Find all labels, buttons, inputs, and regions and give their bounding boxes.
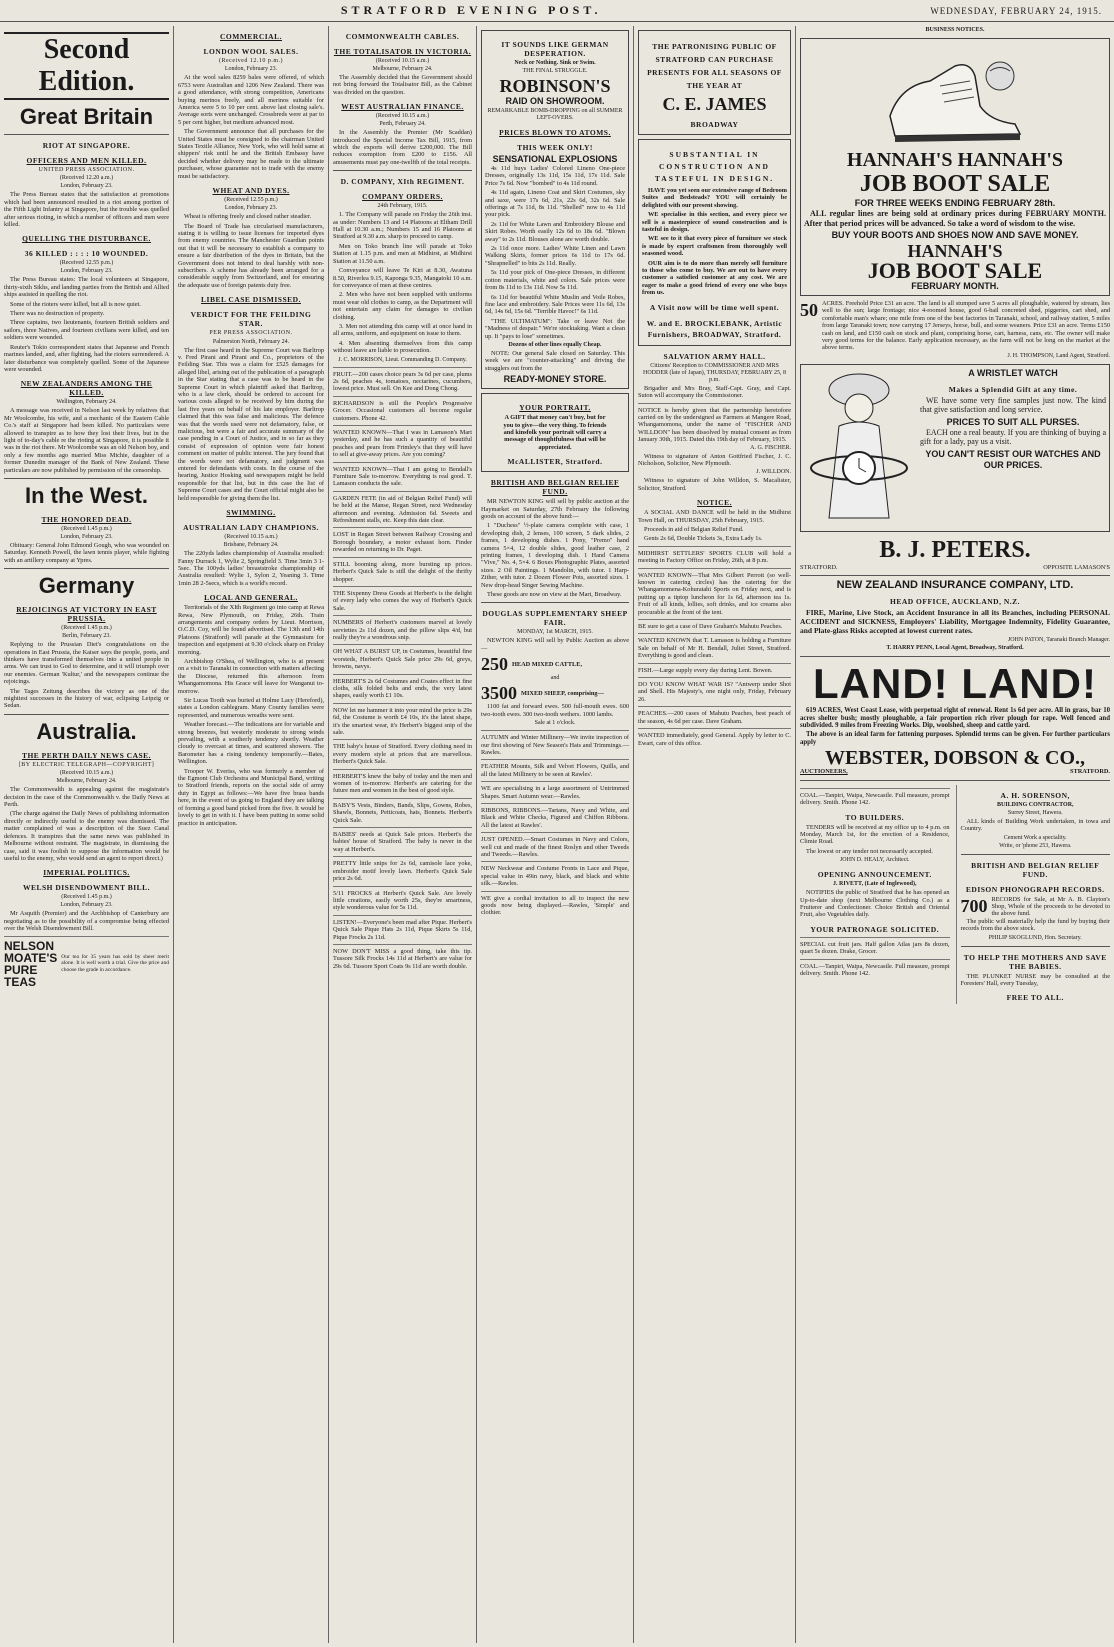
watch-text: EACH one a real beauty. If you are thinking of buying a gift for a lady, pay us a visit. (920, 427, 1106, 447)
brocklebank-text: OUR aim is to do more than merely sell furniture to those who come to buy. We are out to have every customer a satisfied customer at any cost. We are eager to make a good friend of every one who buys from us. (642, 259, 787, 297)
notice-text: A SOCIAL AND DANCE will be held in the Midhirst Town Hall, on THURSDAY, 25th February, 1915. (638, 509, 791, 524)
james-location: BROADWAY (690, 120, 739, 129)
section-australia: Australia. (36, 718, 137, 744)
sorenson-text: ALL kinds of Building Work undertaken, in towa and Country. (960, 817, 1110, 833)
classified-ad: FISH.—Large supply every day during Lent. Bowen. (638, 663, 791, 674)
headline-imperial: IMPERIAL POLITICS. (43, 868, 130, 878)
dateline: London, February 23. (224, 205, 278, 212)
dateline: Palmerston North, February 24. (212, 338, 290, 345)
article-paragraph: Reuter's Tokio correspondent states that Japanese and French marines landed, and, after fighting, had the rioters surrendered. A later disturbance was completely quelled. Some of the Japanese were wounded. (4, 343, 169, 373)
sorenson-name: A. H. SORENSON, (1000, 790, 1070, 800)
section-great-britain: Great Britain (19, 104, 154, 129)
robinsons-raid: RAID ON SHOWROOM. (505, 96, 605, 106)
ready-money-store: READY-MONEY STORE. (503, 374, 607, 385)
article-paragraph: The Board of Trade has circularised manufacturers, stating it is willing to issue licenses for imported dyes from enemy countries. The Manchester Guardian points out that it will be necessary to establish a company to ensure a fair distribution of the dyes in Britain, but the Government does not intend to deal harshly with non-subscribers. A scheme has already been arranged for a considerable supply from Switzerland, and for ensuring the adequate use of foreign patents duty free. (178, 222, 324, 289)
farm-acres: 50 (800, 300, 818, 320)
hannahs-title: HANNAH'S HANNAH'S (846, 149, 1064, 171)
james-name: C. E. JAMES (662, 94, 767, 114)
webster-footer (800, 768, 1110, 775)
received-time: (Received 12.20 a.m.) (59, 175, 114, 182)
divider (4, 568, 169, 569)
column-4 (477, 26, 633, 1643)
nz-insurance-text: FIRE, Marine, Live Stock, an Accident Insurance in all its Branches, including PERSONAL ACCIDENT and SICKNESS, Employers' Liability, Mortgagee Indemnity, Fidelity Guarantee, and Plate-glass Risks accepted at lowest current rates. (800, 608, 1110, 636)
bottom-section (800, 785, 1110, 1005)
classified-ad: WANTED KNOWN—That Mrs Gilbert Perrott (so well-known in catering circles) has the catering for the Whangamomena-Kohuratahi Sports on Friday next, and is putting up a tiptop luncheon for 1s 6d, afternoon tea 1s. Fruit of all kinds, lollies, soft drinks, and ice creams also procurable at the front of the tent. (638, 568, 791, 616)
brocklebank-text: HAVE you yet seen our extensive range of Bedroom Suites and Bedsteads? YOU will certainly be delighted with our present showing. (642, 187, 787, 209)
headline-opening: OPENING ANNOUNCEMENT. (817, 870, 932, 880)
robinsons-dozens: Dozens of other lines equally Cheap. (508, 341, 602, 348)
headline-notice: NOTICE. (697, 498, 732, 508)
brocklebank-ad (638, 139, 791, 346)
portrait-ad (481, 393, 629, 472)
job-boot-sale: JOB BOOT SALE (859, 171, 1051, 197)
classified-ad: NEW Neckwear and Costume Fronts in Lace and Pique, special value in 49in navy, black, and black and white silk.—Rawles. (481, 861, 629, 887)
auction-items: 1 "Duchess" ½-plate camera complete with case, 1 developing dish, 2 lenses, 100 screen, 5 dark slides, 2 frames, 1 developing dishes. 1 Pony, "Premo" hand camera 5×4, 12 double slides, good leather case, 2 printing frames, 1 developing dish. 1 Hand Camera "Vive," No. 4, 5×4. 6 Boxes Photographic Plates, assorted sizes. 2 Oil Paintings. 1 Mandolin, with tutor. 1 Harp-Zither, with tutor. 2 Dozen Flower Pots, assorted sizes. 1 New drop-head Singer Sewing Machine. (481, 522, 629, 589)
article-paragraph: (The charge against the Daily News of publishing information directly or indirectly useful to the enemy was dismissed. The matter complained of was a description of the Suez Canal defences. It transpires that the same news was published in Melbourne without restraint. The magistrate, in dismissing the case, said it was foolish to suppose the information would be useful to the enemy, who would send an agent to report direct.) (4, 810, 169, 862)
divider (800, 656, 1110, 657)
robinsons-item: 6s 11d for beautiful White Muslin and Voile Robes, fine lace and embroidery. Sale Prices were 11s 6d, 13s 6d, 14s 6d, 15s 6d. "Terrible Havoc!" 6s 11d. (485, 293, 625, 316)
robinsons-struggle: THE FINAL STRUGGLE. (522, 68, 588, 74)
sorenson-text: Cement Work a speciality. (1003, 834, 1067, 841)
received-time: (Received 1.45 p.m.) (61, 625, 112, 632)
signature: J. WILLDON. (756, 469, 791, 476)
classified-ad: BE sure to get a case of Dave Graham's Mahutu Peaches. (638, 619, 791, 630)
classified-ad: THE baby's house of Stratford. Every clothing need in every modern style at prices that are marvellous. Herbert's Quick Sale. (333, 739, 472, 765)
classified-ad: DO YOU KNOW WHAT WAR IS? "Antwerp under Shot and Shell. His Majesty's, one night only, Friday, February 26. (638, 677, 791, 703)
headline-relief-fund: BRITISH AND BELGIAN RELIEF FUND. (490, 478, 620, 497)
article-paragraph: The Press Bureau states: The local volunteers at Singapore, thirty-sixth Sikhs, and landing parties from the British and Allied ships assisted in quelling the riot. (4, 276, 169, 299)
classified-ad: STILL booming along, more bursting up prices. Herbert's Quick Sale is still the delight of the thrifty shopper. (333, 557, 472, 583)
classified-ad: BABIES' needs at Quick Sale prices. Herbert's the babies' house of Stratford. The baby is never in the way at Herbert's. (333, 827, 472, 853)
classified-ad: COAL.—Tanpiri, Waipa, Newcastle. Full measure, prompt delivery. Smith. Phone 142. (800, 788, 950, 807)
records-ad (961, 896, 1111, 918)
land-headline: LAND! LAND! (813, 660, 1097, 708)
classified-ad: NOW let me hammer it into your mind the price is 29s 6d, the Costume is worth £4 10s, it's the latest shape, it's the smartest wear, it's Herbert's biggest snip of the sale. (333, 703, 472, 737)
february-month: FEBRUARY MONTH. (911, 281, 999, 291)
headline-sheep-fair: DOUGLAS SUPPLEMENTARY SHEEP FAIR. (482, 609, 628, 628)
nz-insurance-title: NEW ZEALAND INSURANCE COMPANY, LTD. (836, 579, 1074, 592)
headline-honored-dead: THE HONORED DEAD. (41, 514, 132, 524)
article-paragraph: The 220yds ladies championship of Australia resulted: Fanny Durrack 1, Wylie 2, Springfield 3. Time 3min 3 1-5sec. The 100yds ladies' breaststroke championship of Australia resulted: Wylie 1, Sylon 2, Yeaning 3. Time 1min 28 2-5secs, which is a world's record. (178, 550, 324, 587)
column-5 (634, 26, 795, 1643)
insurance-manager: JOHN PATON, Taranaki Branch Manager. (1007, 637, 1110, 644)
second-edition-banner: Second Edition. (4, 32, 169, 100)
secretary: PHILIP SKOGLUND, Hon. Secretary. (988, 934, 1082, 941)
article-paragraph: The Government announce that all purchases for the United States must be consigned to the chairman United States Textile Alliance, New York, who will hold same at shippers' risk until he and the British Embassy have decided whether delivery may be made to the ultimate purchaser, whose guarantee not to trade with the enemy must be satisfactory. (178, 128, 324, 180)
sheep-fair-intro: NEWTON KING will sell by Public Auction as above— (481, 637, 629, 652)
watch-prices: PRICES TO SUIT ALL PURSES. (946, 416, 1080, 427)
headline-riot: RIOT AT SINGAPORE. (42, 141, 131, 150)
sorenson-address: Surrey Street, Hawera. (1007, 809, 1063, 816)
builders-text: The lowest or any tender not necessarily accepted. (806, 847, 933, 855)
rivett-name: J. RIVETT, (Late of Inglewood), (833, 881, 917, 888)
hannahs-text: ALL regular lines are being sold at ordinary prices during FEBRUARY MONTH. After that period prices will be advanced. So take a word of wisdom to the wise. (804, 209, 1106, 228)
classified-ad: HERBERT'S knew the baby of today and the men and women of to-morrow. Herbert's are catering for the future men and women in the best of good style. (333, 769, 472, 795)
order-signature: J. C. MORRISON, Lieut. Commanding D. Company. (338, 356, 467, 363)
peters-location: OPPOSITE LAMASON'S (1043, 563, 1110, 571)
article-paragraph: The first case heard in the Supreme Court was Barltrop v. Fred Pirani and Pirani and Co., proprietors of the Feilding Star. This was a claim for £525 damages for alleged libel, arising out of the publication of a paragraph in the Star stating that a case was to be heard in the Supreme Court in which plaintiff asked that Barltrop, who is a law clerk, should be ordered to account for various costs alleged to be received by him during the last five years on behalf of his late employer. Barltrop claimed that this was false and malicious. The defence was that the words used were not defamatory, false, or malicious, but were a fair and accurate summary of the case pending in a Court of Justice, and in so far as they consist of expression of opinion were fair honest comment on matter of public interest. The jury found that the words were not defamatory, and judgment was entered for defendants with costs. In the course of the hearing, Justice Hosking said newspapers might be held responsible for that list, but in this case the list of Supreme Court cases and the Court official might also be held responsible for giving them the list. (178, 346, 324, 502)
headline-cables: COMMONWEALTH CABLES. (345, 32, 460, 41)
robinsons-item: 4s 11d again, Lineno Coat and Skirt Costumes, sky and saxe, were 17s 6d, 21s, 22s 6d, 32s 6d. Sale offerings at 7s 11d, 8s 11d. "Shelled" now to 4s 11d your pick. (485, 189, 625, 219)
classified-ad: MIDHIRST SETTLERS' SPORTS CLUB will hold a meeting in Factory Office on Friday, 26th, at 8 p.m. (638, 546, 791, 565)
nelson-text: Our tea for 35 years has sold by sheer merit alone. It is well worth a trial. Give the price and choose the grade in accordance. (61, 953, 169, 973)
robinsons-bomb: REMARKABLE BOMB-DROPPING on all SUMMER LEFT-OVERS. (487, 108, 623, 121)
classified-ad: WE are specialising in a large assortment of Untrimmed Shapes. Smart Autumn wear.—Rawles. (481, 781, 629, 800)
divider (4, 714, 169, 715)
classified-ad: THE Sixpenny Dress Goods at Herbert's is the delight of every lady who comes the way of Herbert's Quick Sale. (333, 586, 472, 612)
divider (481, 602, 629, 603)
order-item: Men on Toko branch line will parade at Toko Station at 1.15 p.m. and men at Midhirst, at Midhirst Station at 11.50 a.m. (333, 242, 472, 265)
nelson-brand: NELSON MOATE'S PURE TEAS (4, 938, 58, 989)
architect: JOHN D. HEALY, Architect. (839, 857, 910, 864)
headline-rejoicings: REJOICINGS AT VICTORY IN EAST PRUSSIA. (16, 605, 157, 624)
article-paragraph: Mr Asquith (Premier) and the Archbishop of Canterbury are negotiating as to the possibility of a compromise being effected over the Welsh Disendowment Bill. (4, 910, 169, 933)
column-6 (796, 26, 1114, 1643)
brocklebank-text: WE specialise in this section, and every piece we sell is a masterpiece of sound construction and is tasteful in design. (642, 211, 787, 234)
peters-name: B. J. PETERS. (879, 536, 1031, 563)
order-item: 2. Men who have not been supplied with uniforms must wear old clothes to camp, as the Department will not entertain any claim for damages to civilian clothing. (333, 291, 472, 321)
article-paragraph: A message was received in Nelson last week by relatives that Mr Woolcombe, his wife, and a mechanic of the Eastern Cable Co.'s staff at Singapore had been killed. No particulars were allowed to transpire as to how they lost their lives, but in the light of to-day's cable re the rioting at Singapore, it is possible it was in the riot there. Mr Woolcombe was an old Nelson boy, and only a few months ago married Miss Michie, daughter of a former Dunedin manager of the Bank of New Zealand. These particulars are now published by permission of the censorship. (4, 407, 169, 474)
buy-now: BUY YOUR BOOTS AND SHOES NOW AND SAVE MONEY. (831, 230, 1079, 240)
robinsons-tagline: IT SOUNDS LIKE GERMAN DESPERATION. (501, 40, 609, 58)
article-paragraph: Some of the rioters were killed, but all is now quiet. (10, 300, 141, 308)
article-paragraph: At the wool sales 8259 bales were offered, of which 6753 were Australian and 1206 New Zealand. There was a good attendance, with strong competition, Americans buying merinos freely, and all merinos suitable for America were 5 to 10 per cent. above last closing sale's. Average sorts were unchanged. Crossbreds were at par to 5 per cent higher, but medium advanced most. (178, 74, 324, 126)
headline-casualties: 36 KILLED : : : : 10 WOUNDED. (24, 249, 149, 259)
classified-ad: AUTUMN and Winter Millinery—We invite inspection of our first showing of New Season's Hats and Trimmings.—Rawles. (481, 730, 629, 756)
classified-ad: WE give a cordial invitation to all to inspect the new goods now being displayed.—Rawles, 'Simple' and clothier. (481, 891, 629, 917)
issue-date: WEDNESDAY, FEBRUARY 24, 1915. (930, 5, 1102, 16)
classified-ad: HERBERT'S 2s 6d Costumes and Coates effect in fine cloths, silk folded belts and ends, the very latest shapes, easily worth £1 10s. (333, 674, 472, 700)
classified-ad: NOW DON'T MISS a good thing, take this tip. Tussore Silk Frocks 14s 11d at Herbert's are value for 29s 6d. Tussore Sport Coats 9s 11d are worth double. (333, 944, 472, 970)
received-time: (Received 12.10 p.m.) (219, 58, 283, 64)
copyright-line: [BY ELECTRIC TELEGRAPH—COPYRIGHT] (18, 761, 155, 768)
dateline: 24th February, 1915. (377, 203, 428, 210)
classified-ad: WANTED KNOWN that T. Lamason is holding a Furniture Sale on behalf of Mr H. Bendall, Juliet Street, Stratford. Everything is good and clean. (638, 633, 791, 659)
classified-ad: WANTED KNOWN—That I was in Lamason's Mart yesterday, and he has such a quantity of beautiful peaches and pears from Frimley's that they will have to sell at give-away prices. Are you coming? (333, 425, 472, 459)
brocklebank-visit: A Visit now will be time well spent. (649, 302, 780, 312)
portrait-text: A GIFT that money can't buy, but for you to give—the very thing. To friends and kinsfolk your portrait will carry a message of thoughtfulness that will be appreciated. (503, 414, 607, 451)
dateline: London, February 23. (60, 183, 113, 190)
webster-dobson: WEBSTER, DOBSON & CO., (824, 747, 1086, 770)
column-3 (329, 26, 476, 1643)
records-count: 700 (960, 895, 988, 916)
witness-text: Witness to signature of Anton Gottfried Fischer, J. C. Nicholson, Solicitor, New Plymouth. (638, 452, 791, 467)
patronage: YOUR PATRONAGE SOLICITED. (810, 924, 940, 934)
edison-heading: EDISON PHONOGRAPH RECORDS. (965, 884, 1105, 894)
headline-libel: LIBEL CASE DISMISSED. (201, 295, 301, 305)
agency-credit: UNITED PRESS ASSOCIATION. (38, 167, 135, 173)
classified-ad: LISTEN!—Everyone's been mad after Pique. Herbert's Quick Sale Pique Hats 2s 11d, Pique Skirts 5s 11d, Pique Frocks 2s 11d. (333, 915, 472, 941)
robinsons-item: 2s 11d once more. Ladies' White Linen and Lawn Walking Skirts, former prices 6s 11d to 17s 6d. "Shrapnelled" to bits 2s 11d. Really. (485, 245, 625, 267)
headline-builders: TO BUILDERS. (845, 812, 905, 822)
notice-text: Proceeds in aid of Belgian Relief Fund. (644, 525, 744, 533)
builders-text: TENDERS will be received at my office up to 4 p.m. on Monday, March 1st, for the erection of a Residence, Climie Road. (800, 823, 950, 846)
classified-ad: LOST in Regan Street between Railway Crossing and Borough boundary, a motor exhaust horn. Finder rewarded on returning to Dr. Paget. (333, 527, 472, 553)
order-item: Conveyance will leave Te Kiri at 8.30, Awatuna 8.50, Riverlea 9.15, Kaponga 9.35, Mangatoki 10 a.m. for conveyance of men at these centres. (333, 267, 472, 289)
headline-swimming: SWIMMING. (226, 508, 276, 518)
lady-watch-illustration-icon (804, 368, 914, 528)
dateline: London, February 23. (60, 533, 113, 540)
article-paragraph: The Commonwealth is appealing against the magistrate's decision in the case of the Commonwealth v. the Daily News at Perth. (4, 786, 169, 809)
dateline: Perth, February 24. (379, 121, 426, 128)
robinsons-item: 5s 11d your pick of One-piece Dresses, in different cotton materials, white and colors. Sale prices were from 8s 11d to 13s 11d. Now 5s 11d. (485, 269, 625, 292)
dateline: London, February 23. (224, 66, 278, 73)
headline-orders: COMPANY ORDERS. (362, 192, 443, 202)
received-time: (Received 10.15 a.m.) (375, 58, 430, 64)
classified-ad: OH WHAT A BURST UP, in Costumes, beautiful fine worsteds, Herbert's Quick Sale price 29s 6d, greys, browns, navys. (333, 644, 472, 670)
watch-copy (920, 368, 1106, 528)
classified-ad: RICHARDSON is still the People's Progressive Grocer. Occasional customers all become regular customers. Phone 42. (333, 396, 472, 422)
robinsons-name: ROBINSON'S (499, 76, 611, 96)
robinsons-prices: PRICES BLOWN TO ATOMS. (499, 128, 611, 137)
headline-wheat: WHEAT AND DYES. (212, 186, 290, 196)
received-time: (Received 12.55 p.m.) (224, 197, 278, 204)
robinsons-item: 2s 11d for White Lawn and Embroidery Blouse and Skirt Robes. Worth easily 12s 6d to 18s 6d. "Blown away" to 2s 11d. Blouses alone are worth double. (485, 220, 625, 243)
classified-ad: FRUIT.—200 cases choice pears 3s 6d per case, plums 2s 6d, peaches 4s, tomatoes, nectarines, cucumbers, lowest price. Must sell. On Kee and Dong Chong. (333, 367, 472, 393)
land-text: The above is an ideal farm for fattening purposes. Splendid terms can be given. For further particulars apply (800, 731, 1110, 746)
article-paragraph: The Tages Zeitung describes the victory as one of the mightiest successes in the history of war, eclipsing Leipzig or Sedan. (4, 687, 169, 710)
auction-paragraph: These goods are now on view at the Mart, Broadway. (487, 591, 622, 599)
robinsons-ad (481, 30, 629, 389)
divider (961, 854, 1111, 855)
classified-ad: WANTED KNOWN—That I am going to Bendall's Furniture Sale to-morrow. Everything is real good. T. Lamason conducts the sale. (333, 462, 472, 488)
classified-ad: JUST OPENED.—Smart Costumes in Navy and Colors, well cut and made of the finest Roslyn and other Tweeds and Tweeds.—Rawles. (481, 832, 629, 858)
headline-commercial: COMMERCIAL. (220, 32, 282, 41)
auction-paragraph: MR NEWTON KING will sell by public auction at the Haymarket on Saturday, 27th February the following goods on account of the above fund:— (481, 498, 629, 520)
watch-resist: YOU CAN'T RESIST OUR WATCHES AND OUR PRICES. (925, 448, 1101, 470)
divider (4, 134, 169, 135)
robinsons-explosions: SENSATIONAL EXPLOSIONS (492, 154, 618, 164)
signature: A. G. FISCHER. (750, 444, 791, 451)
headline-verdict: VERDICT FOR THE FEILDING STAR. (190, 310, 312, 329)
divider (800, 575, 1110, 576)
article-paragraph: Three captains, two lieutenants, fourteen British soldiers and sailors, three Natives, and fourteen civilians were killed, and ten soldiers were wounded. (4, 319, 169, 342)
headline-killed: OFFICERS AND MEN KILLED. (26, 156, 147, 165)
agency-credit: PER PRESS ASSOCIATION. (209, 330, 293, 337)
order-item: 4. Men absenting themselves from this camp without leave are liable to prosecution. (333, 339, 472, 355)
plunket-text: THE PLUNKET NURSE may be consulted at the Foresters' Hall, every Tuesday, (960, 972, 1110, 987)
business-notices-heading: BUSINESS NOTICES. (925, 27, 985, 33)
classified-ad: WANTED immediately, good General. Apply by letter to C. Ewart, care of this office. (638, 728, 791, 747)
headline-d-company: D. COMPANY, XIth REGIMENT. (340, 177, 465, 187)
order-item: 3. Men not attending this camp will at once hand in all arms, uniform, and equipment on issue to them. (333, 322, 472, 338)
nz-insurance-office: HEAD OFFICE, AUCKLAND, N.Z. (890, 597, 1020, 607)
section-in-the-west: In the West. (24, 482, 149, 508)
article-paragraph: In the Assembly the Premier (Mr Scaddan) introduced the Special Income Tax Bill, 1915, from which the exports will derive £200,000. The Bill reduces exemption from £200 to £156. All amusements must pay one-twelfth of the total receipts. (333, 129, 472, 166)
portrait-signature: McALLISTER, Stratford. (507, 457, 603, 467)
sheep-line (481, 683, 629, 703)
received-time: (Received 1.45 p.m.) (61, 894, 112, 901)
cattle-line (481, 654, 629, 674)
sale-time: Sale at 1 o'clock. (534, 720, 576, 727)
article-paragraph: Replying to the Prussian Diet's congratulations on the operations in East Prussia, the Kaiser says the people, poets, and thinkers have transformed themselves into a united people in arms. We can trust to God to determine, and it will triumph over our enemies. German 'Kultur,' and the newspapers continue the rejoicings. (4, 641, 169, 686)
james-intro: THE PATRONISING PUBLIC OF STRATFORD CAN PURCHASE PRESENTS FOR ALL SEASONS OF THE YEAR AT (647, 42, 782, 90)
brocklebank-slogan: SUBSTANTIAL IN CONSTRUCTION AND TASTEFUL IN DESIGN. (654, 150, 775, 183)
divider (961, 946, 1111, 947)
dateline: Melbourne, February 24. (372, 66, 433, 72)
received-time: (Received 12.55 p.m.) (59, 260, 114, 267)
article-paragraph: Territorials of the XIth Regiment go into camp at Rewa Rewa, New Plymouth, on Friday, 26th. Train arrangements and company orders by Lieut. Morrison, O.C.D. Coy, will be found advertised. The 13th and 14th Platoons (Stratford) will parade at the Gymnasium for inspection and equipment at 9.30 o'clock sharp on Friday morning. (178, 604, 324, 656)
headline-perth: THE PERTH DAILY NEWS CASE. (21, 750, 152, 760)
sorenson-text: Write, or 'phone 253, Hawera. (999, 842, 1072, 849)
newspaper-title: STRATFORD EVENING POST. (340, 3, 602, 17)
robinsons-motto: Neck or Nothing. Sink or Swim. (514, 60, 596, 66)
article-paragraph: Archbishop O'Shea, of Wellington, who is at present on a visit to Taranaki in connection with matters affecting the Diocese, returned this afternoon from Whangamomona. His Grace will leave for Wanganui to-morrow. (178, 657, 324, 695)
article-paragraph: Weather forecast.—The indications are for variable and strong breezes, but westerly moderate to strong winds prevailing, with a southerly tendency shortly. Weather cloudy to overcast at times, and scattered showers. The Barometer has a rising tendency temporarily.—Bates, Wellington. (178, 721, 324, 766)
received-time: (Received 10.15 a.m.) (59, 770, 114, 777)
brocklebank-text: WE see to it that every piece of furniture we stock is made by expert craftsmen from thoroughly well seasoned wood. (642, 235, 787, 258)
three-weeks: FOR THREE WEEKS ENDING FEBRUARY 28th. (854, 198, 1056, 208)
cattle-count: 250 (481, 654, 508, 675)
masthead (0, 0, 1114, 22)
bottom-right (956, 785, 1111, 1005)
robinsons-item: "THE ULTIMATUM": Take or leave Not the "Madness of despair." We're stocktaking. Want a clean up. It "pays to lose" sometimes. (485, 317, 625, 340)
records-text: RECORDS for Sale, at Mr A. B. Clayton's Shop, Whole of the proceeds to be devoted to the above fund. (991, 895, 1110, 918)
headline-nz-killed: NEW ZEALANDERS AMONG THE KILLED. (20, 379, 153, 398)
farm-text: ACRES. Freehold Price £31 an acre. The land is all stumped save 5 acres all ploughable, watered by stream, lies well to the sun; large frontage; nice 4-roomed house, good 6-bail concreted shed, piggeries, cart shed, and comfortable man's whare; one mile from one of the best factories in Taranaki, school, and railway station, 5 miles from large Taranaki town; now carrying 17 Jerseys, horse, bull, and some weaners. Price £31 an acre. Terms £150 cash on land, and £150 cash on stock and plant, comprising horse, cart, harness, cans, etc. The owner will make very good terms for the balance. Early application necessary, as the farm will not be long on the market at the above terms. (822, 300, 1110, 352)
watch-title: A WRISTLET WATCH (968, 367, 1058, 378)
classified-ad: GARDEN FETE (in aid of Belgian Relief Fund) will be held at the Manse, Regan Street, next Wednesday afternoon and evening. Admission 6d. Sweets and Refreshment stalls, etc. Keep this date clear. (333, 491, 472, 525)
article-paragraph: Trooper W. Everiss, who was formerly a member of the Egmont Club Orchestra and Municipal Band, writing to Stratford friends, reports on the social side of army duty in Egypt as follows:—We have five brass bands here, in the event of us going to England they are talking of forming a good band picked from the five. It would be lovely to get in with it. I have been putting in some solid practice in anticipation. (178, 767, 324, 827)
headline-lady-champions: AUSTRALIAN LADY CHAMPIONS. (183, 523, 319, 533)
partnership-notice: NOTICE is hereby given that the partnership heretofore carried on by the undersigned as Farmers at Mangere Road, Whangamomona, under the name of "FISCHER AND WILLDON" has been dissolved by mutual consent as from January 30th, 1915. Dated this 19th day of February, 1915. (638, 403, 791, 444)
order-item: 1. The Company will parade on Friday the 26th inst. as under: Numbers 13 and 14 Platoons at Eltham Drill Hall at 10.30 a.m.; Numbers 15 and 16 Platoons at Stratford at 9.30 a.m. sharp to proceed to camp. (333, 211, 472, 241)
job-boot-sale-2: JOB BOOT SALE (867, 258, 1043, 283)
relief-fund-heading: BRITISH AND BELGIAN RELIEF FUND. (971, 860, 1100, 879)
section-germany: Germany (38, 573, 135, 599)
article-paragraph: The Assembly decided that the Government should not bring forward the Totalisator Bill, as the Cabinet was divided on the question. (333, 74, 472, 96)
boot-illustration-icon (880, 46, 1030, 146)
brocklebank-signature: W. and E. BROCKLEBANK, Artistic Furnishers, BROADWAY, Stratford. (646, 318, 783, 339)
webster-town: STRATFORD. (1070, 768, 1110, 776)
article-paragraph: Obituary: General John Edmond Gough, who was wounded on Saturday. Kenneth Powell, the lawn tennis player, while fighting with an artillery company at Ypres. (4, 541, 169, 564)
opening-text: NOTIFIES the public of Stratford that he has opened an Up-to-date shop (next Melbourne Clothing Co.) as a Fruiterer and Confectioner. Choice British and Oriental Fruit, also Vegetables daily. (800, 889, 950, 919)
dateline: London, February 23. (60, 902, 113, 909)
dateline: Berlin, February 23. (62, 633, 111, 640)
classified-ad: COAL.—Tanpiri, Waipa, Newcastle. Full measure, prompt delivery. Smith. Phone 142. (800, 959, 950, 978)
land-text: 619 ACRES, West Coast Lease, with perpetual right of renewal. Rent 1s 6d per acre. All in grass, bar 10 acres shelter bush; mostly ploughable, a fair proportion rich river plough for rape. Well fenced and subdivided. 9 miles from Freezing Works. Dip, woolshed, sheep and cattle yard. (800, 707, 1110, 730)
bottom-left (800, 785, 950, 1005)
received-time: (Received 10.15 a.m.) (224, 534, 278, 541)
watch-ad (800, 364, 1110, 532)
plunket-heading: TO HELP THE MOTHERS AND SAVE THE BABIES. (963, 952, 1107, 971)
classified-ad: 5/11 FROCKS at Herbert's Quick Sale. Are lovely little creations, easily worth 25s, they're smartness, style wonderous value for 5s 11d. (333, 886, 472, 912)
robinsons-item: NOTE: Our general Sale closed on Saturday. This week we are "counter-attacking" and driving the stragglers out from the (485, 349, 625, 372)
article-paragraph: There was no destruction of property. (10, 310, 105, 318)
dateline: Melbourne, February 24. (56, 778, 117, 785)
dateline: Wellington, February 24. (56, 399, 117, 406)
received-time: (Received 10.15 a.m.) (375, 113, 430, 120)
headline-quelling: QUELLING THE DISTURBANCE. (22, 234, 151, 244)
watch-gift: Makes a Splendid Gift at any time. (948, 384, 1078, 394)
headline-totalisator: THE TOTALISATOR IN VICTORIA. (333, 47, 472, 56)
robinsons-item: 4s 11d buys Ladies' Colored Lineno One-piece Dresses, originally 13s 11d, 15s 11d, 17s 11d. Sale Price 7s 6d. Now "bombed" to 4s 11d round. (485, 165, 625, 187)
sheep-label: MIXED SHEEP, comprising— (521, 689, 604, 697)
classified-ad: RIBBONS, RIBBONS.—Tartans, Navy and White, and Black and White Checks, Figured and Chiffon Ribbons. All the latest at Rawles'. (481, 803, 629, 829)
james-ad (638, 30, 791, 135)
sorenson-trade: BUILDING CONTRACTOR, (996, 801, 1074, 808)
cattle-label: HEAD MIXED CATTLE, (512, 660, 583, 668)
hannahs-ad (800, 38, 1110, 296)
headline-wool: LONDON WOOL SALES. (203, 47, 299, 56)
classified-ad: FEATHER Mounts, Silk and Velvet Flowers, Quills, and all the latest Millinery to be seen at Rawles'. (481, 759, 629, 778)
auctioneers: AUCTIONEERS, (800, 768, 848, 776)
column-1 (0, 26, 173, 1643)
salvation-army-text: Citizens' Reception to COMMISSIONER AND MRS HODDER (late of Japan), THURSDAY, FEBRUARY 25, 8 p.m. (642, 362, 786, 383)
watch-text: WE have some very fine samples just now. The kind that give satisfaction and long service. (920, 395, 1106, 415)
sheep-fair-date: MONDAY, 1st MARCH, 1915. (517, 629, 593, 636)
notice-text: Gents 2s 6d, Double Tickets 3s, Extra Lady 1s. (644, 535, 763, 543)
divider (4, 478, 169, 479)
classified-ad: PEACHES.—200 cases of Mahutu Peaches, best peach of the season, 4s 6d per case. Dave Graham. (638, 706, 791, 725)
headline-wa-finance: WEST AUSTRALIAN FINANCE. (341, 102, 464, 112)
peters-address (800, 564, 1110, 571)
plunket-free: FREE TO ALL. (1006, 993, 1064, 1003)
headline-local-general: LOCAL AND GENERAL. (204, 593, 298, 603)
salvation-army-text: Brigadier and Mrs Bray, Staff-Capt. Gray, and Capt. Suton will accompany the Commissioner. (638, 384, 791, 400)
classified-ad: PRETTY little snips for 2s 6d, camisole lace yoke, embroider motif lovely lawn. Herbert's Quick Sale price 2s 6d. (333, 856, 472, 882)
robinsons-week: THIS WEEK ONLY! (517, 143, 593, 152)
headline-salvation-army: SALVATION ARMY HALL. (663, 351, 766, 361)
sheep-count: 3500 (481, 683, 517, 704)
divider (333, 170, 472, 171)
received-time: (Received 1.45 p.m.) (61, 525, 112, 532)
farm-ad (800, 300, 1110, 352)
article-paragraph: Sir Lucas Tooth was buried at Holme Lacy (Hereford), states a London cablegram. Many County families were represented, and numerous wreaths were sent. (178, 697, 324, 719)
article-paragraph: The Press Bureau states that the satisfaction at promotions which had been announced resulted in a riot among portion of the Fifth Light Infantry at Singapore, but the trouble was quelled after serious rioting, in which a number of officers and men were killed. (4, 191, 169, 229)
nelson-moate-ad (4, 936, 169, 988)
headline-welsh: WELSH DISENDOWMENT BILL. (22, 883, 151, 893)
land-agent: J. H. THOMPSON, Land Agent, Stratford. (1007, 352, 1110, 359)
column-2 (174, 26, 328, 1643)
dateline: Brisbane, February 24. (223, 542, 279, 549)
sheep-items: 1100 fat and forward ewes. 500 full-mouth ewes. 600 two-tooth ewes. 300 two-tooth wethers. 1000 lambs. (481, 703, 629, 718)
dateline: London, February 23. (60, 268, 113, 275)
divider (800, 780, 1110, 781)
peters-town: STRATFORD. (800, 563, 838, 571)
records-text-2: The public will materially help the fund by buying their records from the above stock. (960, 917, 1110, 933)
portrait-heading: YOUR PORTRAIT. (519, 403, 591, 413)
classified-ad: BABY'S Vests, Binders, Bands, Slips, Gowns, Robes, Shawls, Bonnets, Petticoats, hats, Bonnets. Herbert's Quick Sale. (333, 798, 472, 824)
classified-ad: SPECIAL cut fruit jars. Half gallon Atlas jars 8s dozen, quart 5s dozen. Drake, Grocer. (800, 937, 950, 956)
hannahs-title-2: HANNAH'S (907, 241, 1003, 261)
insurance-agent: T. HARRY PENN, Local Agent, Broadway, Stratford. (886, 645, 1024, 652)
witness-text: Witness to signature of John Willdon, S. Macalister, Solicitor, Stratford. (638, 477, 791, 492)
article-paragraph: Wheat is offering freely and closed rather steadier. (184, 213, 312, 221)
classified-ad: NUMBERS of Herbert's customers marvel at lovely serviettes 2s 11d dozen, and the pillow slips 4/d, but really they're a wondrous snip. (333, 615, 472, 641)
and-text: and (550, 675, 560, 682)
